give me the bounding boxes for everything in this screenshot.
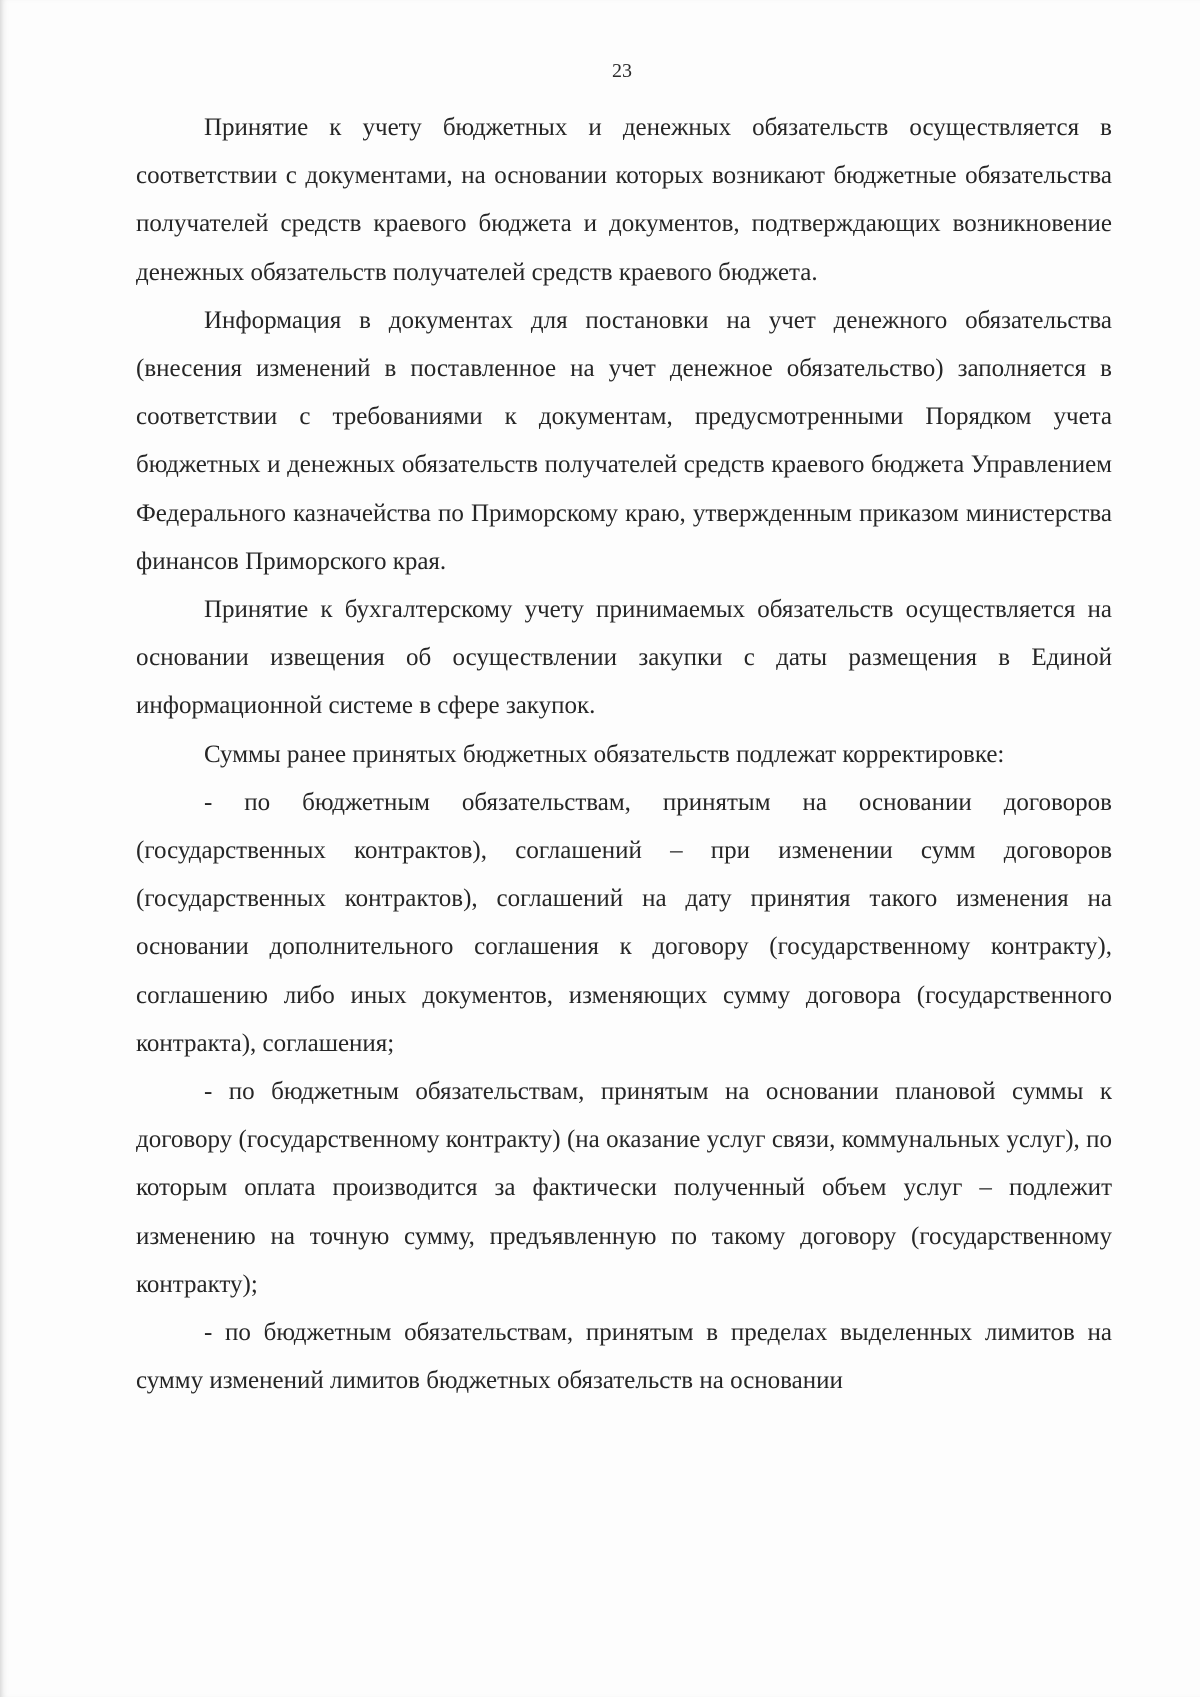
paragraph-information-documents: Информация в документах для постановки на учет денежного обязательства (внесения изменений в поставленное на учет денежное обязательство) заполняется в соответствии с требованиями к документам, предусмотренными Порядком учета бюджетных и денежных обязательств получателей средств краевого бюджета Управлением Федерального казначейства по Приморскому краю, утвержденным приказом министерства финансов Приморского края. xyxy=(136,306,1112,575)
list-item-limits: - по бюджетным обязательствам, принятым в пределах выделенных лимитов на сумму изменений лимитов бюджетных обязательств на основании xyxy=(136,1319,1112,1395)
list-item-planned-amount: - по бюджетным обязательствам, принятым на основании плановой суммы к договору (государственному контракту) (на оказание услуг связи, коммунальных услуг), по которым оплата производится за фактически полученный объем услуг – подлежит изменению на точную сумму, предъявленную по такому договору (государственному контракту); xyxy=(136,1078,1112,1298)
paragraph-amounts-correction: Суммы ранее принятых бюджетных обязательств подлежат корректировке: xyxy=(204,740,1005,768)
list-item-contracts: - по бюджетным обязательствам, принятым на основании договоров (государственных контрактов), соглашений – при изменении сумм договоров (государственных контрактов), соглашений на дату принятия такого изменения на основании дополнительного соглашения к договору (государственному контракту), соглашению либо иных документов, изменяющих сумму договора (государственного контракта), соглашения; xyxy=(136,788,1112,1057)
paragraph-accounting-acceptance: Принятие к бухгалтерскому учету принимаемых обязательств осуществляется на основании извещения об осуществлении закупки с даты размещения в Единой информационной системе в сфере закупок. xyxy=(136,596,1112,720)
page-number: 23 xyxy=(612,60,632,82)
paragraph-acceptance-obligations: Принятие к учету бюджетных и денежных обязательств осуществляется в соответствии с документами, на основании которых возникают бюджетные обязательства получателей средств краевого бюджета и документов, подтверждающих возникновение денежных обязательств получателей средств краевого бюджета. xyxy=(136,114,1112,286)
document-body xyxy=(136,104,1112,1405)
